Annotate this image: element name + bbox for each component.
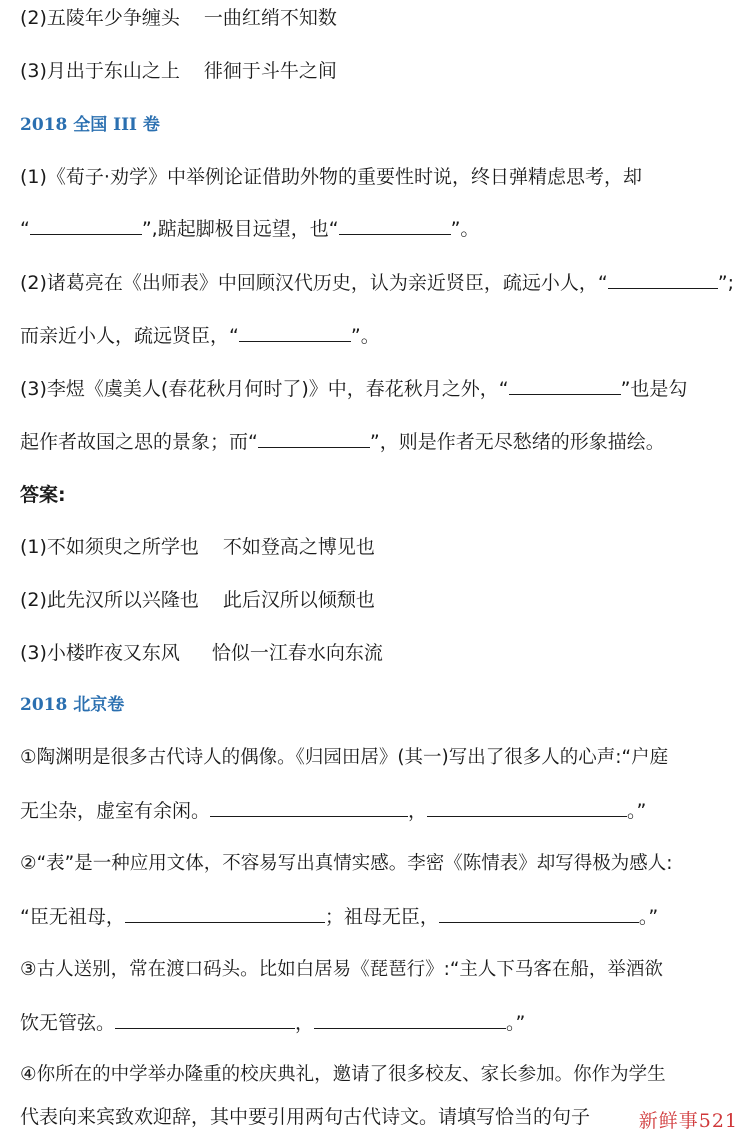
- beijing-question-1-blanks: 无尘杂，虚室有余闲。 ， 。”: [20, 800, 647, 822]
- fill-blank: [125, 904, 325, 923]
- section-heading-2018-national-3: 2018 全国 III 卷: [20, 115, 160, 135]
- answer-3: (3)小楼昨夜又东风 恰似一江春水向东流: [20, 642, 383, 664]
- fill-blank: [509, 376, 621, 395]
- fill-blank: [608, 270, 718, 289]
- prev-answer-line-2: (2)五陵年少争缠头 一曲红绡不知数: [20, 7, 337, 29]
- question-1-text: (1)《荀子·劝学》中举例论证借助外物的重要性时说，终日弹精虑思考，却: [20, 166, 642, 188]
- fill-blank: [30, 216, 142, 235]
- fill-blank: [115, 1010, 295, 1029]
- fill-blank: [314, 1010, 506, 1029]
- fill-blank: [239, 323, 351, 342]
- beijing-question-1-text: ①陶渊明是很多古代诗人的偶像。《归园田居》(其一)写出了很多人的心声:“户庭: [20, 747, 669, 768]
- beijing-question-2-blanks: “臣无祖母， ；祖母无臣， 。”: [20, 906, 659, 928]
- question-3-line-2: 起作者故国之思的景象；而“ ”，则是作者无尽愁绪的形象描绘。: [20, 431, 665, 453]
- answer-label: 答案:: [20, 484, 66, 506]
- fill-blank: [210, 798, 408, 817]
- question-3-text: (3)李煜《虞美人(春花秋月何时了)》中，春花秋月之外，“ ”也是勾: [20, 378, 688, 400]
- watermark-logo: 新鲜事521: [638, 1110, 738, 1132]
- answer-1: (1)不如须臾之所学也 不如登高之博见也: [20, 536, 375, 558]
- question-2-line-2: 而亲近小人，疏远贤臣，“ ”。: [20, 325, 380, 347]
- fill-blank: [427, 798, 627, 817]
- fill-blank: [339, 216, 451, 235]
- beijing-question-2-text: ②“表”是一种应用文体，不容易写出真情实感。李密《陈情表》却写得极为感人:: [20, 853, 673, 874]
- fill-blank: [439, 904, 639, 923]
- question-1-blanks: “ ”,踮起脚极目远望，也“ ”。: [20, 218, 480, 240]
- prev-answer-line-3: (3)月出于东山之上 徘徊于斗牛之间: [20, 60, 337, 82]
- beijing-question-4-text: ④你所在的中学举办隆重的校庆典礼，邀请了很多校友、家长参加。你作为学生: [20, 1064, 666, 1085]
- question-2-text: (2)诸葛亮在《出师表》中回顾汉代历史，认为亲近贤臣，疏远小人，“ ”;: [20, 272, 735, 294]
- beijing-question-3-text: ③古人送别，常在渡口码头。比如白居易《琵琶行》:“主人下马客在船，举酒欲: [20, 959, 663, 980]
- fill-blank: [258, 429, 370, 448]
- answer-2: (2)此先汉所以兴隆也 此后汉所以倾颓也: [20, 589, 375, 611]
- beijing-question-3-blanks: 饮无管弦。 ， 。”: [20, 1012, 526, 1034]
- section-heading-2018-beijing: 2018 北京卷: [20, 695, 125, 715]
- beijing-question-4-line-2: 代表向来宾致欢迎辞，其中要引用两句古代诗文。请填写恰当的句子: [20, 1106, 591, 1128]
